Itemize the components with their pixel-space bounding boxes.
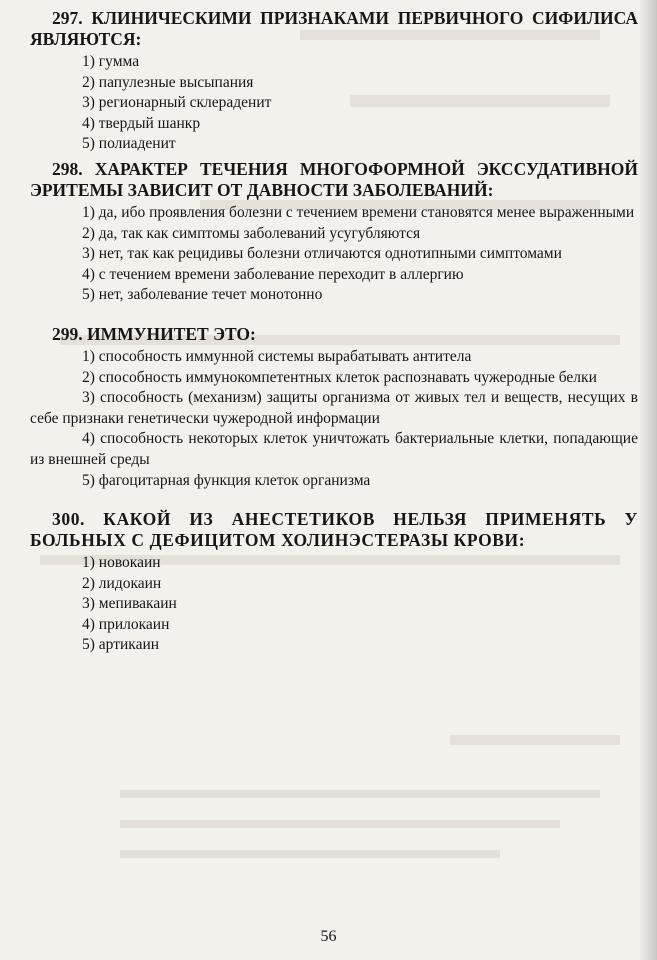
- answer-option: 1) да, ибо проявления болезни с течением времени становятся менее выраженными: [82, 203, 635, 221]
- answer-option: 5) полиаденит: [82, 135, 176, 153]
- question-298: [30, 159, 638, 306]
- answer-options: [30, 52, 638, 155]
- binding-shadow: [639, 0, 657, 960]
- answer-option: 3) способность (механизм) защиты организма от живых тел и веществ, несущих в себе признаки генетически чужеродной информации: [30, 389, 638, 427]
- answer-option: 4) прилокаин: [82, 615, 170, 633]
- answer-option: 5) фагоцитарная функция клеток организма: [82, 471, 371, 489]
- bleed-through-line: [120, 820, 560, 828]
- answer-options: [30, 203, 638, 306]
- answer-option: 3) нет, так как рецидивы болезни отличаются однотипными симптомами: [82, 245, 562, 263]
- answer-option: 1) способность иммунной системы вырабатывать антитела: [82, 347, 472, 365]
- questions-content: [30, 8, 638, 656]
- answer-option: 5) нет, заболевание течет монотонно: [82, 286, 323, 304]
- answer-options: [30, 347, 638, 491]
- question-title: 297. КЛИНИЧЕСКИМИ ПРИЗНАКАМИ ПЕРВИЧНОГО СИФИЛИСА ЯВЛЯЮТСЯ:: [30, 8, 638, 49]
- answer-option: 5) артикаин: [82, 636, 160, 654]
- bleed-through-line: [120, 790, 600, 798]
- answer-options: [30, 553, 638, 656]
- question-title: 298. ХАРАКТЕР ТЕЧЕНИЯ МНОГОФОРМНОЙ ЭКССУДАТИВНОЙ ЭРИТЕМЫ ЗАВИСИТ ОТ ДАВНОСТИ ЗАБОЛЕВАНИЙ:: [30, 158, 638, 200]
- answer-option: 3) регионарный склераденит: [82, 94, 272, 112]
- question-title: 299. ИММУНИТЕТ ЭТО:: [52, 323, 256, 344]
- bleed-through-line: [450, 735, 620, 745]
- answer-option: 2) способность иммунокомпетентных клеток распознавать чужеродные белки: [82, 368, 597, 386]
- answer-option: 2) да, так как симптомы заболеваний усугубляются: [82, 224, 421, 242]
- bleed-through-line: [120, 850, 500, 858]
- question-297: [30, 8, 638, 155]
- question-title: 300. КАКОЙ ИЗ АНЕСТЕТИКОВ НЕЛЬЗЯ ПРИМЕНЯТЬ У БОЛЬНЫХ С ДЕФИЦИТОМ ХОЛИНЭСТЕРАЗЫ КРОВИ:: [30, 509, 638, 551]
- question-299: [30, 324, 638, 491]
- answer-option: 4) твердый шанкр: [82, 114, 201, 132]
- answer-option: 1) гумма: [82, 53, 140, 70]
- page-number: 56: [320, 928, 337, 945]
- answer-option: 2) папулезные высыпания: [82, 73, 254, 91]
- answer-option: 4) с течением времени заболевание переходит в аллергию: [82, 265, 464, 283]
- answer-option: 3) мепивакаин: [82, 595, 177, 613]
- answer-option: 1) новокаин: [82, 554, 161, 572]
- answer-option: 4) способность некоторых клеток уничтожать бактериальные клетки, попадающие из внешней среды: [30, 430, 638, 468]
- answer-option: 2) лидокаин: [82, 574, 162, 592]
- question-300: [30, 509, 638, 656]
